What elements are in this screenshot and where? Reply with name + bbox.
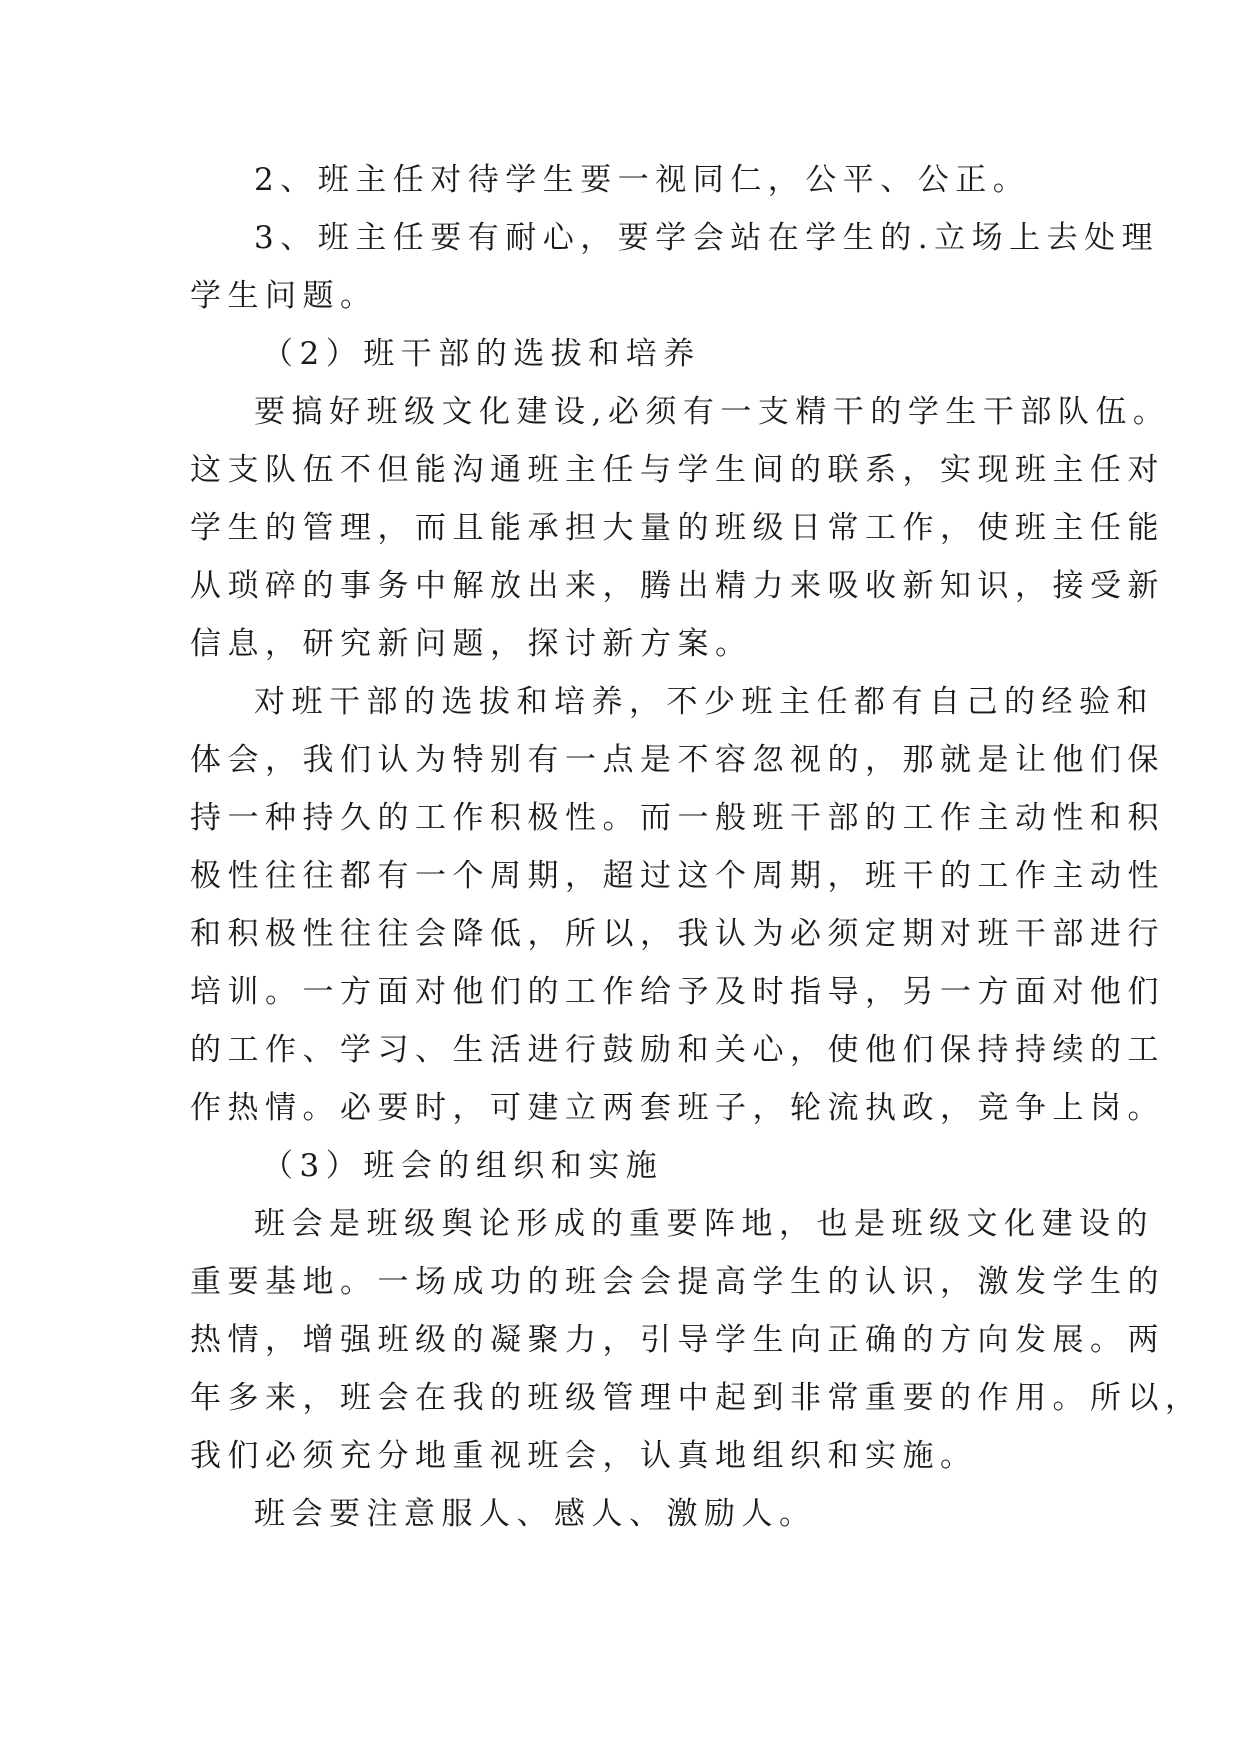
section-heading: （3）班会的组织和实施 (262, 1148, 664, 1184)
paragraph-line: 年多来，班会在我的班级管理中起到非常重要的作用。所以， (190, 1380, 1203, 1416)
paragraph-line: 学生的管理，而且能承担大量的班级日常工作，使班主任能 (190, 510, 1165, 546)
paragraph-line: 3、班主任要有耐心，要学会站在学生的.立场上去处理 (254, 220, 1160, 256)
document-body (190, 151, 1203, 1543)
paragraph-line: 对班干部的选拔和培养，不少班主任都有自己的经验和 (254, 684, 1154, 720)
paragraph-line: 极性往往都有一个周期，超过这个周期，班干的工作主动性 (190, 858, 1165, 894)
paragraph-line: 要搞好班级文化建设,必须有一支精干的学生干部队伍。 (254, 394, 1171, 430)
paragraph-line: 持一种持久的工作积极性。而一般班干部的工作主动性和积 (190, 800, 1165, 836)
section-heading: （2）班干部的选拔和培养 (262, 336, 701, 372)
paragraph-line: 信息，研究新问题，探讨新方案。 (190, 626, 753, 662)
paragraph-line: 和积极性往往会降低，所以，我认为必须定期对班干部进行 (190, 916, 1165, 952)
paragraph-line: 体会，我们认为特别有一点是不容忽视的，那就是让他们保 (190, 742, 1165, 778)
paragraph-line: 班会是班级舆论形成的重要阵地，也是班级文化建设的 (254, 1206, 1154, 1242)
paragraph-line: 班会要注意服人、感人、激励人。 (254, 1496, 817, 1532)
paragraph-line: 培训。一方面对他们的工作给予及时指导，另一方面对他们 (190, 974, 1165, 1010)
paragraph-line: 我们必须充分地重视班会，认真地组织和实施。 (190, 1438, 978, 1474)
paragraph-line: 重要基地。一场成功的班会会提高学生的认识，激发学生的 (190, 1264, 1165, 1300)
paragraph-line: 2、班主任对待学生要一视同仁，公平、公正。 (254, 162, 1031, 198)
paragraph-line: 作热情。必要时，可建立两套班子，轮流执政，竞争上岗。 (190, 1090, 1165, 1126)
paragraph-line: 热情，增强班级的凝聚力，引导学生向正确的方向发展。两 (190, 1322, 1165, 1358)
paragraph-line: 学生问题。 (190, 278, 378, 314)
paragraph-line: 从琐碎的事务中解放出来，腾出精力来吸收新知识，接受新 (190, 568, 1165, 604)
paragraph-line: 这支队伍不但能沟通班主任与学生间的联系，实现班主任对 (190, 452, 1165, 488)
paragraph-line: 的工作、学习、生活进行鼓励和关心，使他们保持持续的工 (190, 1032, 1165, 1068)
